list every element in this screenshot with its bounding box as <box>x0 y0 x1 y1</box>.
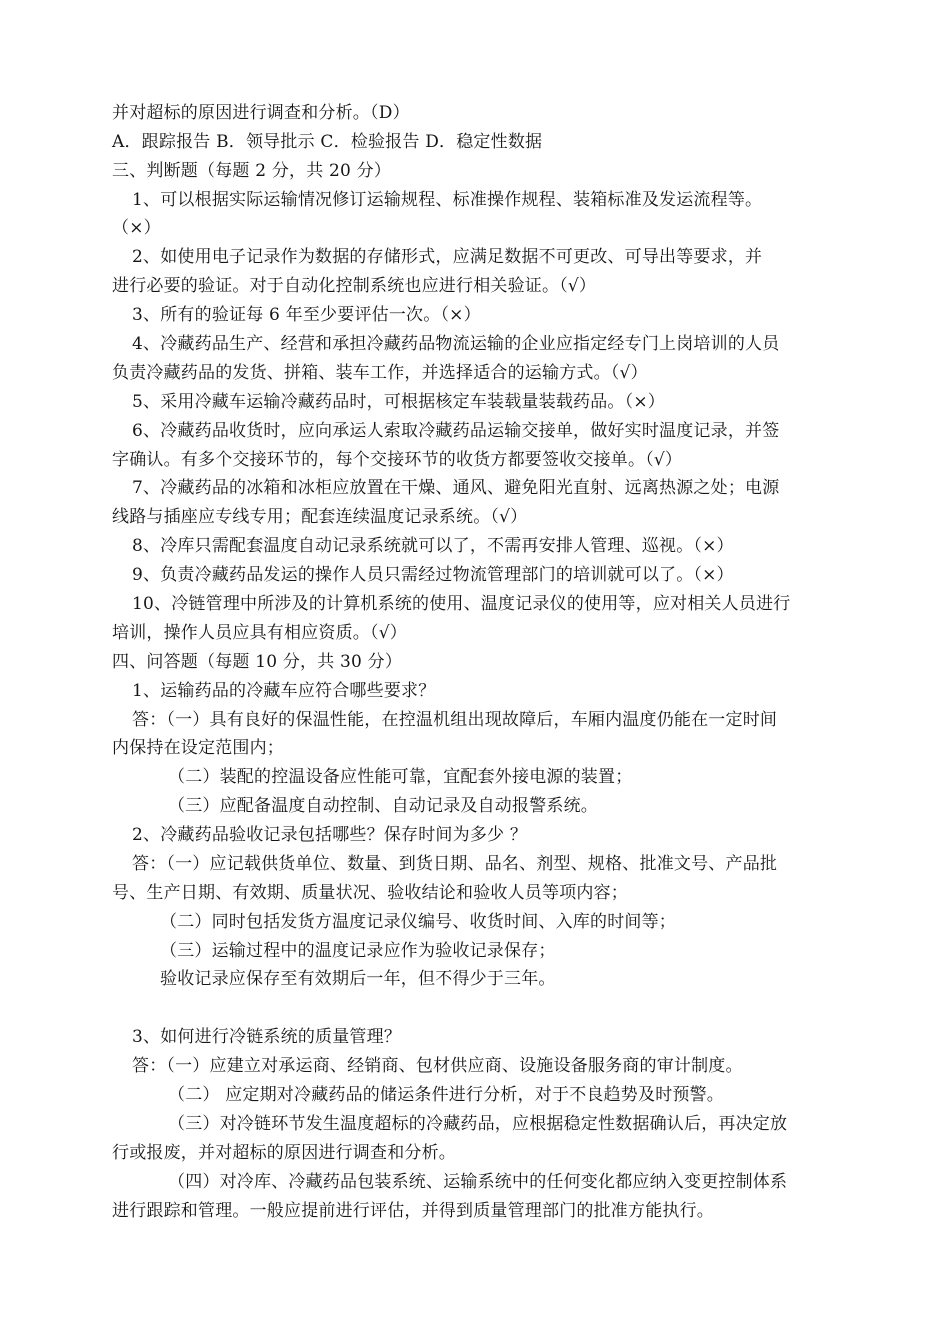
text-line: 5、采用冷藏车运输冷藏药品时，可根据核定车装载量装载药品。（×） <box>132 392 665 412</box>
text-line: 进行跟踪和管理。一般应提前进行评估，并得到质量管理部门的批准方能执行。 <box>112 1201 714 1221</box>
text-line: 9、负责冷藏药品发运的操作人员只需经过物流管理部门的培训就可以了。（×） <box>132 565 734 585</box>
text-line: 3、所有的验证每 6 年至少要评估一次。（×） <box>132 305 481 325</box>
text-line: 字确认。有多个交接环节的，每个交接环节的收货方都要签收交接单。（√） <box>112 450 683 470</box>
text-line: 负责冷藏药品的发货、拼箱、装车工作，并选择适合的运输方式。（√） <box>112 363 648 383</box>
text-line: 2、如使用电子记录作为数据的存储形式，应满足数据不可更改、可导出等要求，并 <box>132 247 763 267</box>
text-line: 8、冷库只需配套温度自动记录系统就可以了，不需再安排人管理、巡视。（×） <box>132 536 734 556</box>
text-line: （二）同时包括发货方温度记录仪编号、收货时间、入库的时间等； <box>160 912 676 932</box>
text-line: 答：（一）应记载供货单位、数量、到货日期、品名、剂型、规格、批准文号、产品批 <box>132 854 778 874</box>
text-line: 线路与插座应专线专用；配套连续温度记录系统。（√） <box>112 507 528 527</box>
text-line: 1、可以根据实际运输情况修订运输规程、标准操作规程、装箱标准及发运流程等。 <box>132 190 763 210</box>
text-line: 2、冷藏药品验收记录包括哪些？保存时间为多少 ？ <box>132 825 528 845</box>
text-line: （×） <box>112 218 161 238</box>
text-line: （四）对冷库、冷藏药品包装系统、运输系统中的任何变化都应纳入变更控制体系 <box>168 1172 788 1192</box>
text-line: 10、冷链管理中所涉及的计算机系统的使用、温度记录仪的使用等，应对相关人员进行 <box>132 594 791 614</box>
text-line: 行或报废，并对超标的原因进行调查和分析。 <box>112 1143 456 1163</box>
text-line: 验收记录应保存至有效期后一年，但不得少于三年。 <box>160 969 556 989</box>
text-line: （三）对冷链环节发生温度超标的冷藏药品，应根据稳定性数据确认后，再决定放 <box>168 1114 788 1134</box>
section-heading: 四、问答题（每题 10 分，共 30 分） <box>112 652 403 672</box>
section-heading: 三、判断题（每题 2 分，共 20 分） <box>112 161 392 181</box>
text-line: 进行必要的验证。对于自动化控制系统也应进行相关验证。（√） <box>112 276 597 296</box>
text-line: 答：（一）应建立对承运商、经销商、包材供应商、设施设备服务商的审计制度。 <box>132 1056 743 1076</box>
text-line: 7、冷藏药品的冰箱和冰柜应放置在干燥、通风、避免阳光直射、远离热源之处；电源 <box>132 478 780 498</box>
text-line: 培训，操作人员应具有相应资质。（√） <box>112 623 407 643</box>
text-line: （二） 应定期对冷藏药品的储运条件进行分析，对于不良趋势及时预警。 <box>168 1085 725 1105</box>
text-line: 并对超标的原因进行调查和分析。（D） <box>112 103 410 123</box>
text-line: 答：（一）具有良好的保温性能，在控温机组出现故障后，车厢内温度仍能在一定时间 <box>132 710 778 730</box>
text-line: 内保持在设定范围内； <box>112 738 284 758</box>
text-line: （二）装配的控温设备应性能可靠，宜配套外接电源的装置； <box>168 767 633 787</box>
text-line: 3、如何进行冷链系统的质量管理？ <box>132 1027 402 1047</box>
text-line: （三）运输过程中的温度记录应作为验收记录保存； <box>160 941 556 961</box>
text-line: 1、运输药品的冷藏车应符合哪些要求？ <box>132 681 436 701</box>
text-line: A．跟踪报告 B．领导批示 C．检验报告 D．稳定性数据 <box>112 132 543 152</box>
text-line: （三）应配备温度自动控制、自动记录及自动报警系统。 <box>168 796 598 816</box>
text-line: 4、冷藏药品生产、经营和承担冷藏药品物流运输的企业应指定经专门上岗培训的人员 <box>132 334 780 354</box>
text-line: 6、冷藏药品收货时，应向承运人索取冷藏药品运输交接单，做好实时温度记录，并签 <box>132 421 780 441</box>
text-line: 号、生产日期、有效期、质量状况、验收结论和验收人员等项内容； <box>112 883 628 903</box>
